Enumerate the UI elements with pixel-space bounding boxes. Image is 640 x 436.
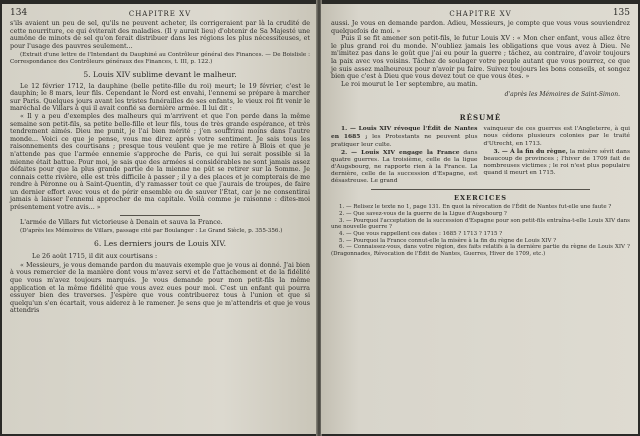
right-page-header [331,8,630,20]
resume-item: 3. — À la fin du règne, la misère sévit dans beaucoup de provinces ; l'hiver de 1709 fait de nombreuses victimes ; le roi n'est plus populaire quand il meurt en 1715. [483,147,630,176]
divider [120,215,200,216]
source-note-2: (D'après les Mémoires de Villars, passage cité par Boulanger : Le Grand Siècle, p. 355-356.) [20,228,283,235]
section-6-quote: « Messieurs, je vous demande pardon du mauvais exemple que je vous ai donné. J'ai bien à vous remercier de la manière dont vous m'avez servi et de l'attachement et de la fidélité que vous m'avez toujours marqués. Je vous demande pour mon petit-fils la même application et la même fidélité que vous avez eues pour moi. C'est un enfant qui pourra essuyer bien des traverses. J'espère que vous contribuerez tous à l'union et que si quelqu'un s'en écartait, vous aiderez à le ramener. Je sens que je m'attendris et que je vous attendris [10,260,310,315]
left-running-head: CHAPITRE XV [128,10,192,18]
continuation-paragraph: aussi. Je vous en demande pardon. Adieu, Messieurs, je compte que vous vous souviendrez quelquefois de moi. » [331,19,630,35]
right-running-head: CHAPITRE XV [449,10,512,18]
attribution: d'après les Mémoires de Saint-Simon. [504,91,620,99]
divider [371,189,590,190]
left-page-header [10,8,310,20]
exercises-title: EXERCICES [453,194,507,203]
source-note-1: (Extrait d'une lettre de l'Intendant du Dauphiné au Contrôleur général des Finances. — De Boislisle : Correspondance des Contrôleurs généraux des Finances, t. III, p. 122.) [10,52,310,65]
exercise-item: 6. — Connaissez-vous, dans votre région, des faits relatifs à la dernière partie du règne de Louis XIV ? (Dragonnades, Révocation de l'Édit de Nantes, Guerres, Hiver de 1709, etc.) [331,244,630,258]
resume-title: RÉSUMÉ [459,113,502,123]
right-page [321,4,638,434]
section-5-title: 5. Louis XIV sublime devant le malheur. [83,69,237,79]
left-page-number: 134 [10,8,28,18]
right-page-number: 135 [612,8,630,18]
resume-left-column [331,125,478,185]
resume-item: 1. — Louis XIV révoque l'Édit de Nantes en 1685 ; les Protestants ne peuvent plus pratiquer leur culte. [331,125,478,148]
resume-right-column [484,125,631,185]
death-line: Le roi mourut le 1er septembre, au matin. [341,79,478,88]
exercise-item: 1. — Relisez le texte no 1, page 131. En quoi la révocation de l'Édit de Nantes fut-elle une faute ? [339,204,612,211]
victory-note: L'armée de Villars fut victorieuse à Denain et sauva la France. [20,217,223,226]
section-6-intro: Le 26 août 1715, il dit aux courtisans : [32,251,158,260]
exercise-item: 5. — Pourquoi la France connut-elle la misère à la fin du règne de Louis XIV ? [339,237,557,244]
resume-columns [331,125,630,185]
exercise-item: 2. — Que savez-vous de la guerre de la Ligue d'Augsbourg ? [339,210,507,217]
intro-paragraph: s'ils avaient un peu de sel, qu'ils ne peuvent acheter, ils corrigeraient par là la crudité de cette nourriture, ce qui éviterait des maladies. (Il y aurait lieu) d'obtenir de Sa Majesté une aumône de minots de sel qu'on ferait distribuer dans les régions les plus nécessiteuses, et pour l'usage des pauvres seulement... [10,19,310,50]
exercises-list [331,204,630,258]
section-5-intro: Le 12 février 1712, la dauphine (belle petite-fille du roi) meurt; le 19 février, c'est le dauphin; le 8 mars, leur fils. Cependant le Nord est envahi, l'ennemi se prépare à marcher sur Paris. Quelques jours avant les tristes funérailles de ses enfants, le vieux roi fit venir le maréchal de Villars à qui il avait confié sa dernière armée. Il lui dit : [10,81,310,113]
resume-item: vainqueur de ces guerres est l'Angleterre, à qui nous cédons plusieurs colonies par le traité d'Utrecht, en 1713. [483,126,630,147]
exercise-item: 4. — Que vous rappellent ces dates : 1685 ? 1713 ? 1715 ? [339,230,503,237]
left-page [2,4,318,434]
exercise-item: 3. — Pourquoi l'acceptation de la succession d'Espagne pour son petit-fils entraîna-t-elle Louis XIV dans une nouvelle guerre ? [331,217,630,231]
dauphin-paragraph: Puis il se fit amener son petit-fils, le futur Louis XV : « Mon cher enfant, vous allez être le plus grand roi du monde. N'oubliez jamais les obligations que vous avez à Dieu. Ne m'imitez pas dans le goût que j'ai eu pour la guerre ; tâchez, au contraire, d'avoir toujours la paix avec vos voisins. Tâchez de soulager votre peuple autant que vous pourrez, ce que je suis assez malheureux pour n'avoir pu faire. Suivez toujours les bons conseils, et songez bien que c'est à Dieu que vous devez tout ce que vous êtes. » [331,34,630,81]
section-5-quote: « Il y a peu d'exemples des malheurs qui m'arrivent et que l'on perde dans la même semaine son petit-fils, sa petite belle-fille et leur fils, tous de très grande espérance, et très tendrement aimés. Dieu me punit, je l'ai bien mérité ; j'en souffrirai moins dans l'autre monde... Voici ce que je pense, vous me direz après votre sentiment. Je sais tous les raisonnements des courtisans ; presque tous veulent que je me retire à Blois et que je n'attende pas que l'armée ennemie s'approche de Paris, ce qui lui serait possible si la mienne était battue. Pour moi, je sais que des armées si considérables ne sont jamais assez défaites pour que la plus grande partie de la mienne ne pût se retirer sur la Somme. Je connais cette rivière, elle est très difficile à passer ; il y a des places et je compterais de me rendre à Péronne ou à Saint-Quentin, d'y ramasser tout ce que j'aurais de troupes, de faire un dernier effort avec vous et de périr ensemble ou de sauver l'État, car je ne consentirai jamais à laisser l'ennemi approcher de ma capitale. Voilà comme je raisonne : dites-moi présentement votre avis... » [10,111,310,212]
section-6-title: 6. Les derniers jours de Louis XIV. [94,238,226,248]
resume-item: 2. — Louis XIV engage la France dans quatre guerres. La troisième, celle de la ligue d'Augsbourg, ne rapporte rien à la France. La dernière, celle de la succession d'Espagne, est désastreuse. Le grand [331,148,478,184]
